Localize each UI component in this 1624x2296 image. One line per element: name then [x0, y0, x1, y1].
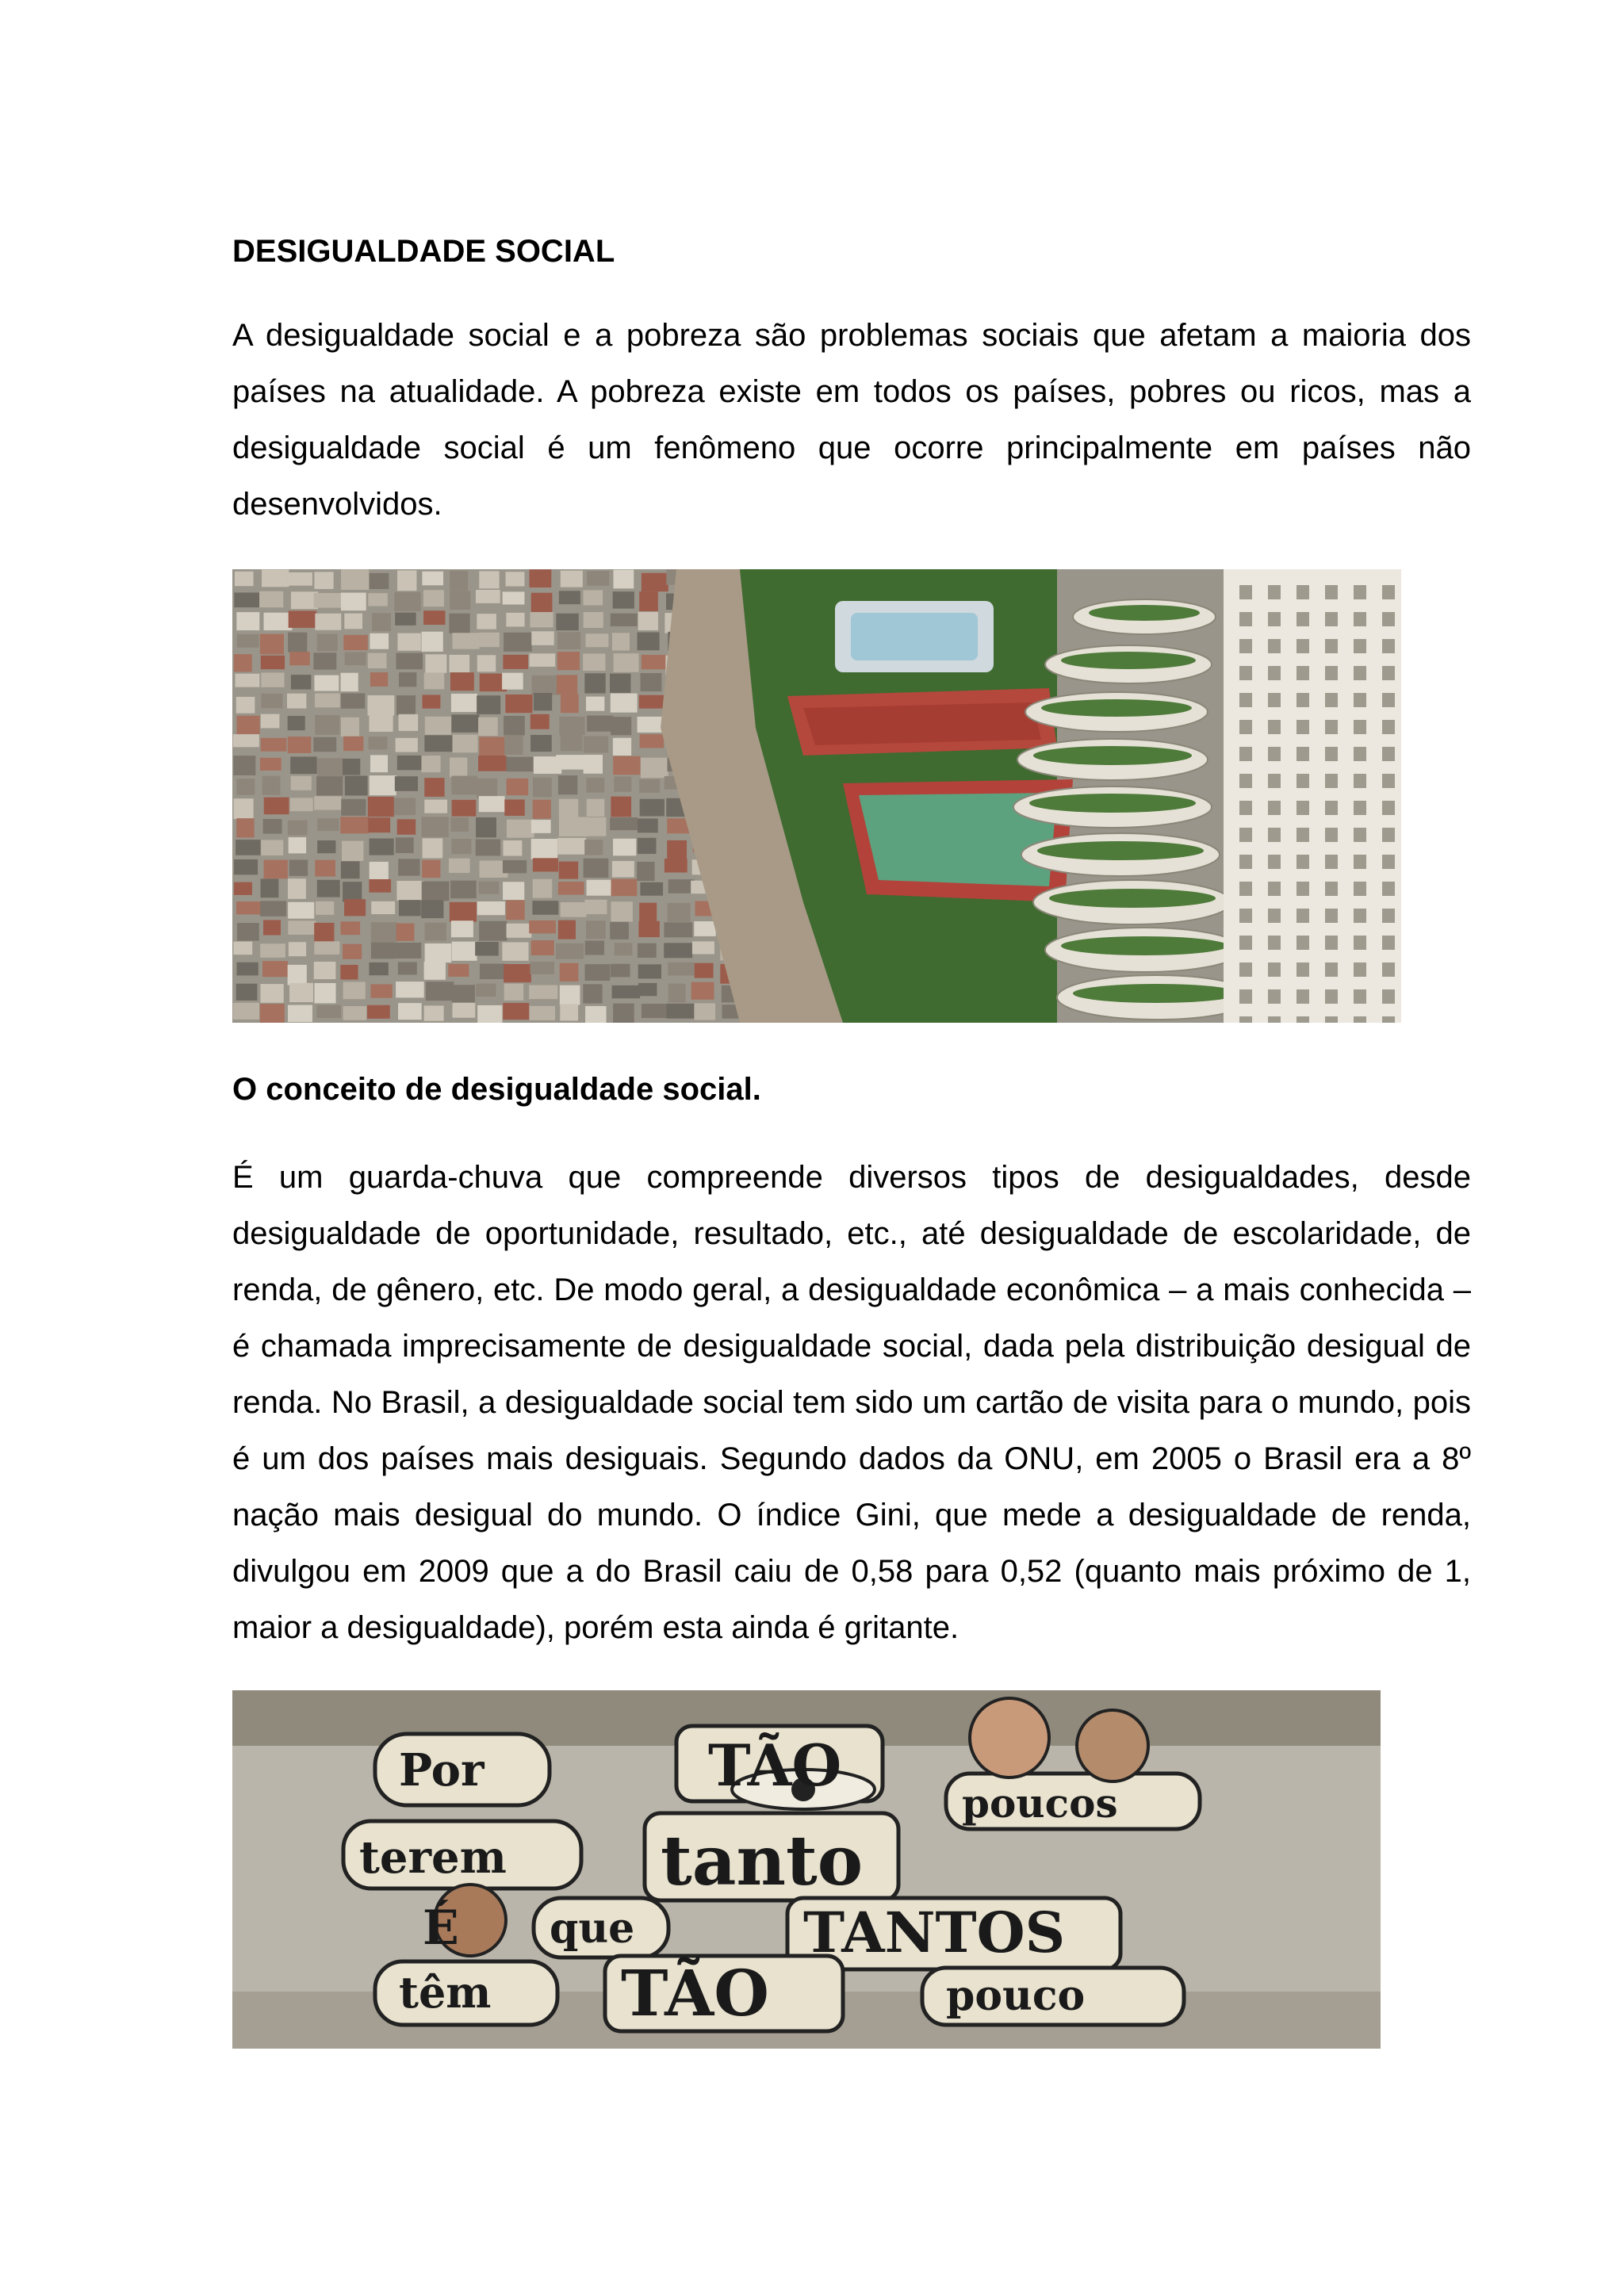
poster-word-e: É — [423, 1900, 459, 1956]
section-heading: O conceito de desigualdade social. — [232, 1072, 761, 1107]
section-paragraph: É um guarda-chuva que compreende diversos tipos de desigualdades, desde desigualdade de oportunidade, resultado, etc., até desigualdade de escolaridade, de renda, de gênero, etc. De modo geral, a desigualdade econômica – a mais conhecida – é chamada imprecisamente de desigualdade social, dada pela distribuição desigual de renda. No Brasil, a desigualdade social tem sido um cartão de visita para o mundo, pois é um dos países mais desiguais. Segundo dados da ONU, em 2005 o Brasil era a 8º nação mais desigual do mundo. O índice Gini, que mede a desigualdade de renda, divulgou em 2009 que a do Brasil caiu de 0,58 para 0,52 (quanto mais próximo de 1, maior a desigualdade), porém esta ainda é gritante. — [232, 1160, 1471, 1645]
poster-word-poucos: poucos — [962, 1780, 1118, 1827]
poster-word-terem: terem — [359, 1831, 507, 1884]
poster-word-tanto: tanto — [661, 1821, 864, 1901]
poster-word-tantos: TANTOS — [803, 1900, 1066, 1965]
intro-paragraph: A desigualdade social e a pobreza são problemas sociais que afetam a maioria dos países na atualidade. A pobreza existe em todos os países, pobres ou ricos, mas a desigualdade social é um fenômeno que ocorre principalmente em países não desenvolvidos. — [232, 318, 1471, 522]
poster-word-pouco: pouco — [946, 1972, 1086, 2020]
poster-word-tao-1: TÃO — [708, 1732, 842, 1799]
document-title: DESIGUALDADE SOCIAL — [232, 234, 615, 269]
poster-word-tem: têm — [399, 1967, 492, 2018]
aerial-favela-condominium-photo — [232, 569, 1401, 1023]
protest-poster-illustration — [232, 1690, 1381, 2049]
poster-word-tao-2: TÃO — [621, 1956, 769, 2030]
poster-word-que: que — [550, 1904, 635, 1953]
poster-word-por: Por — [399, 1744, 485, 1797]
